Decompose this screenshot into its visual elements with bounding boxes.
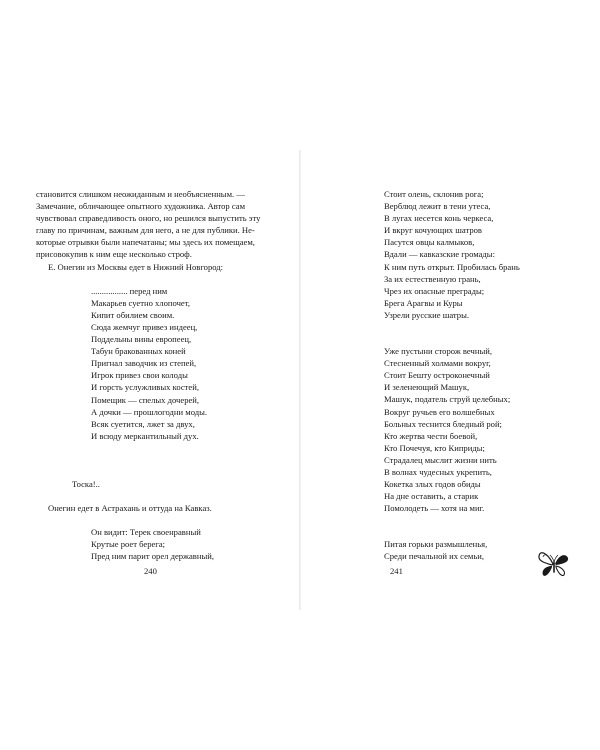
- page-number-right: 241: [390, 566, 403, 576]
- prose-line: Замечание, обличающее опытного художника. Автор сам: [36, 201, 246, 212]
- verse-line: Пригнал заводчик из степей,: [91, 358, 197, 369]
- prose-line: чувствовал справедливость оного, но решился выпустить эту: [36, 213, 261, 224]
- verse-line: В волнах чудесных укрепить,: [384, 466, 492, 477]
- verse-line: И зеленеющий Машук,: [384, 382, 470, 393]
- verse-line: И горсть услужливых костей,: [91, 382, 199, 393]
- verse-line: Табун бракованных коней: [91, 346, 186, 357]
- left-page-text: [36, 188, 268, 562]
- verse-line: Поддельны вины европеец,: [91, 334, 192, 345]
- verse-line: Он видит: Терек своенравный: [91, 527, 201, 538]
- verse-line: Уже пустыни сторож вечный,: [384, 346, 492, 357]
- verse-line: Кокетка злых годов обиды: [384, 479, 481, 490]
- astrakhan-line: Онегин едет в Астрахань и оттуда на Кавказ.: [48, 502, 212, 513]
- verse-line: Крутые роет берега;: [91, 539, 166, 550]
- verse-line: Брега Арагвы и Куры: [384, 297, 463, 308]
- verse-line: Страдалец мыслит жизни нить: [384, 454, 497, 465]
- verse-line: Сюда жемчуг привез индеец,: [91, 321, 198, 332]
- verse-line: И вкруг кочующих шатров: [384, 225, 482, 236]
- verse-line: Узрели русские шатры.: [384, 309, 470, 320]
- verse-line: Верблюд лежит в тени утеса,: [384, 201, 491, 212]
- verse-line: А дочки — прошлогодни моды.: [91, 406, 208, 417]
- right-page-text: [384, 188, 584, 563]
- verse-line: Больных теснится бледный рой;: [384, 418, 502, 429]
- verse-line: ................. перед ним: [91, 285, 168, 296]
- stanza-2: [384, 345, 584, 514]
- prose-line: присовокупив к ним еще несколько строф.: [36, 249, 192, 260]
- toska-line: Тоска!..: [72, 478, 100, 489]
- verse-block-caucasus: [36, 526, 268, 562]
- verse-line: Помещик — спелых дочерей,: [91, 394, 200, 405]
- verse-line: В лугах несется конь черкеса,: [384, 213, 494, 224]
- verse-line: Вокруг ручьев его волшебных: [384, 406, 495, 417]
- verse-line: Среди печальной их семьи,: [384, 551, 484, 562]
- page-number-left: 240: [144, 566, 157, 576]
- verse-line: За их естественную грань,: [384, 273, 481, 284]
- verse-line: Всяк суетится, лжет за двух,: [91, 418, 195, 429]
- verse-line: И всюду меркантильный дух.: [91, 430, 199, 441]
- intro-line: Е. Онегин из Москвы едет в Нижний Новгород:: [48, 261, 224, 272]
- verse-line: Вдали — кавказские громады:: [384, 249, 495, 260]
- verse-line: Стоит Бешту остроконечный: [384, 370, 490, 381]
- verse-block-fair: [36, 285, 268, 442]
- verse-line: На дне оставить, а старик: [384, 491, 479, 502]
- right-page: [300, 0, 600, 750]
- prose-line: главу по причинам, важным для него, а не для публики. Не-: [36, 225, 255, 236]
- butterfly-icon: [537, 548, 571, 578]
- commentary-paragraph: [36, 188, 268, 261]
- verse-line: К ним путь открыт. Пробилась брань: [384, 261, 520, 272]
- verse-line: Макарьев суетно хлопочет,: [91, 297, 190, 308]
- verse-line: Кипит обилием своим.: [91, 309, 175, 320]
- verse-line: Помолодеть — хотя на миг.: [384, 503, 485, 514]
- verse-line: Машук, податель струй целебных;: [384, 394, 511, 405]
- verse-line: Стоит олень, склонив рога;: [384, 189, 484, 199]
- verse-line: Чрез их опасные преграды;: [384, 285, 485, 296]
- verse-line: Кто Почечуя, кто Киприды;: [384, 442, 485, 453]
- prose-line: которые отрывки были напечатаны; мы здесь их помещаем,: [36, 237, 255, 248]
- verse-line: Питая горьки размышленья,: [384, 539, 488, 550]
- verse-line: Игрок привез свои колоды: [91, 370, 188, 381]
- verse-line: Кто жертва чести боевой,: [384, 430, 478, 441]
- verse-line: Пасутся овцы калмыков,: [384, 237, 475, 248]
- prose-line: становится слишком неожиданным и необъясненным. —: [36, 189, 245, 199]
- verse-line: Пред ним парит орел державный,: [91, 551, 214, 562]
- verse-line: Стесненный холмами вокруг,: [384, 358, 491, 369]
- stanza-1: [384, 188, 584, 321]
